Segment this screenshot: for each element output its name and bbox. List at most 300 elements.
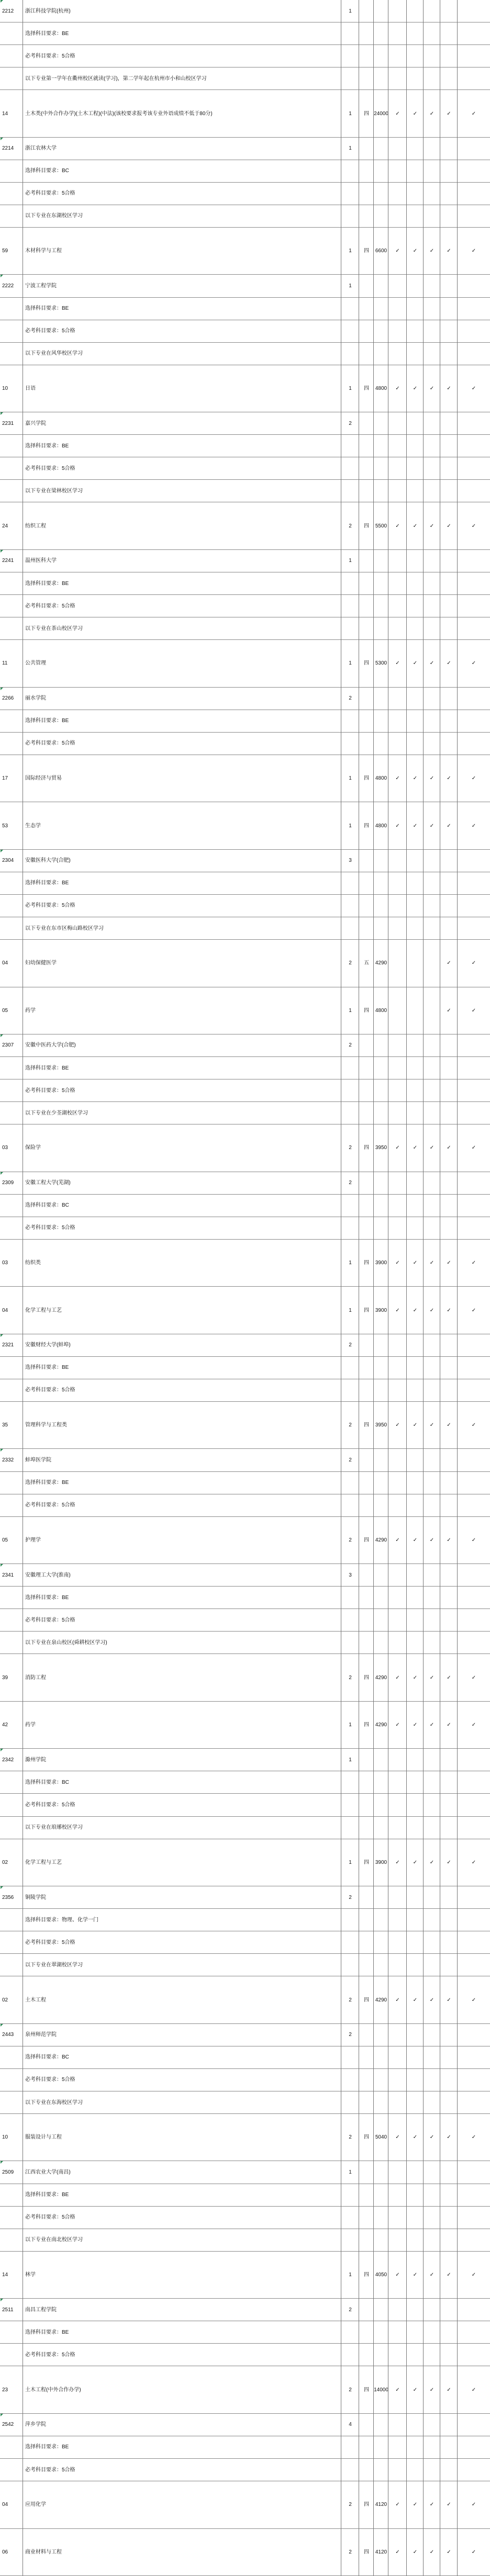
check-cell <box>407 2459 424 2481</box>
code-cell <box>0 1587 23 1609</box>
fee-cell <box>374 2184 388 2207</box>
years-cell <box>359 1771 374 1794</box>
years-cell <box>359 1102 374 1124</box>
plan-cell: 2 <box>349 1042 352 1049</box>
table-row <box>0 298 490 320</box>
years-cell: 四 <box>364 775 369 782</box>
check-mark-icon: ✓ <box>395 1260 400 1266</box>
check-cell <box>440 1195 458 1217</box>
name-cell: 以下专业在东湖校区学习 <box>25 213 83 219</box>
years-cell <box>359 1472 374 1494</box>
years-cell <box>359 1794 374 1816</box>
plan-cell <box>341 595 359 617</box>
check-cell <box>458 1931 490 1954</box>
plan-cell <box>341 872 359 895</box>
name-cell: 选择科目要求：BE <box>25 1594 69 1601</box>
check-cell <box>424 343 440 365</box>
table-row <box>0 205 490 228</box>
check-cell <box>458 2046 490 2069</box>
column-divider <box>423 0 424 2576</box>
check-cell <box>388 688 407 710</box>
name-cell: 土木类(中外合作办学)(土木工程)(中法)(该校要求报考该专业外语成绩不低于80分) <box>25 110 213 117</box>
fee-cell: 3950 <box>375 1422 387 1428</box>
check-cell <box>458 435 490 457</box>
check-cell <box>424 1057 440 1079</box>
code-cell <box>0 1357 23 1379</box>
check-cell <box>424 1217 440 1240</box>
name-cell: 国际经济与贸易 <box>25 775 62 782</box>
check-cell <box>388 68 407 90</box>
code-cell: 11 <box>2 660 8 667</box>
check-cell <box>388 2344 407 2366</box>
check-cell <box>424 550 440 572</box>
check-cell <box>388 917 407 940</box>
cell-comment-marker-icon <box>1 688 3 690</box>
check-mark-icon: ✓ <box>447 1674 451 1681</box>
fee-cell: 4800 <box>375 1007 387 1014</box>
name-cell: 商业材料与工程 <box>25 2549 62 2555</box>
cell-comment-marker-icon <box>1 1449 3 1452</box>
years-cell <box>359 68 374 90</box>
code-cell: 03 <box>2 1145 8 1151</box>
table-row <box>0 2344 490 2366</box>
check-cell <box>388 2459 407 2481</box>
check-cell <box>440 2069 458 2091</box>
plan-cell <box>341 917 359 940</box>
plan-cell: 2 <box>349 1537 352 1543</box>
check-cell <box>458 917 490 940</box>
check-cell <box>424 895 440 917</box>
check-mark-icon: ✓ <box>447 1422 451 1428</box>
code-cell <box>0 68 23 90</box>
check-cell <box>424 2321 440 2344</box>
plan-cell <box>341 733 359 755</box>
check-cell <box>458 1472 490 1494</box>
check-mark-icon: ✓ <box>447 775 451 782</box>
check-cell <box>458 2321 490 2344</box>
fee-cell <box>374 1334 388 1357</box>
fee-cell <box>374 2436 388 2459</box>
fee-cell: 5300 <box>375 660 387 667</box>
check-cell <box>407 550 424 572</box>
check-cell <box>458 298 490 320</box>
table-row <box>0 595 490 617</box>
check-cell <box>424 480 440 502</box>
check-mark-icon: ✓ <box>447 2387 451 2393</box>
plan-cell <box>341 2091 359 2114</box>
name-cell: 土木工程(中外合作办学) <box>25 2387 81 2393</box>
years-cell <box>359 298 374 320</box>
cell-comment-marker-icon <box>1 2414 3 2416</box>
check-mark-icon: ✓ <box>471 960 476 966</box>
check-cell <box>407 457 424 480</box>
check-cell <box>424 688 440 710</box>
check-cell <box>388 1587 407 1609</box>
table-row <box>0 138 490 160</box>
table-row <box>0 1379 490 1402</box>
name-cell: 应用化学 <box>25 2502 46 2508</box>
check-cell <box>388 1057 407 1079</box>
name-cell: 必考科目要求：5合格 <box>25 2077 75 2083</box>
code-cell <box>0 1472 23 1494</box>
check-cell <box>424 1079 440 1102</box>
check-cell <box>440 1379 458 1402</box>
fee-cell <box>374 1195 388 1217</box>
check-cell <box>424 435 440 457</box>
check-cell <box>388 343 407 365</box>
cell-comment-marker-icon <box>1 850 3 852</box>
name-cell: 安徽中医药大学(合肥) <box>25 1042 76 1049</box>
name-cell: 必考科目要求：5合格 <box>25 1617 75 1623</box>
table-row <box>0 2299 490 2321</box>
code-cell <box>0 2207 23 2229</box>
name-cell: 以下专业在琅琊校区学习 <box>25 1825 83 1831</box>
check-cell <box>388 1794 407 1816</box>
check-mark-icon: ✓ <box>471 823 476 829</box>
table-row <box>0 688 490 710</box>
check-mark-icon: ✓ <box>447 1722 451 1728</box>
fee-cell <box>374 1472 388 1494</box>
check-cell <box>388 320 407 343</box>
check-cell <box>388 1771 407 1794</box>
plan-cell <box>341 2046 359 2069</box>
check-cell <box>458 1195 490 1217</box>
years-cell: 四 <box>364 1997 369 2003</box>
check-cell <box>440 2436 458 2459</box>
check-cell <box>388 2024 407 2046</box>
name-cell: 以下专业在翠湖校区学习 <box>25 1962 83 1968</box>
check-mark-icon: ✓ <box>395 1145 400 1151</box>
name-cell: 选择科目要求：BE <box>25 2192 69 2198</box>
plan-cell <box>341 480 359 502</box>
table-row <box>0 1771 490 1794</box>
check-cell <box>424 2091 440 2114</box>
check-cell <box>440 2024 458 2046</box>
check-mark-icon: ✓ <box>395 1674 400 1681</box>
fee-cell: 3900 <box>375 1260 387 1266</box>
check-cell <box>458 68 490 90</box>
fee-cell <box>374 1057 388 1079</box>
table-row <box>0 1817 490 1839</box>
table-row <box>0 2321 490 2344</box>
name-cell: 化学工程与工艺 <box>25 1307 62 1313</box>
fee-cell: 5500 <box>375 523 387 529</box>
code-cell: 2341 <box>2 1572 14 1578</box>
years-cell <box>359 2091 374 2114</box>
check-cell <box>407 1102 424 1124</box>
code-cell: 2443 <box>2 2032 14 2038</box>
check-cell <box>458 160 490 183</box>
check-cell <box>388 895 407 917</box>
code-cell: 14 <box>2 110 8 117</box>
years-cell <box>359 480 374 502</box>
fee-cell <box>374 2321 388 2344</box>
check-cell <box>458 275 490 297</box>
years-cell <box>359 183 374 205</box>
plan-cell: 2 <box>349 2134 352 2141</box>
fee-cell: 3900 <box>375 1859 387 1865</box>
code-cell: 2542 <box>2 2422 14 2428</box>
fee-cell <box>374 138 388 160</box>
table-row <box>0 2024 490 2046</box>
check-cell <box>440 1217 458 1240</box>
check-cell <box>440 298 458 320</box>
code-cell <box>0 1609 23 1632</box>
check-cell <box>458 2091 490 2114</box>
table-row <box>0 2366 490 2413</box>
table-row <box>0 365 490 412</box>
years-cell <box>359 1564 374 1587</box>
check-mark-icon: ✓ <box>471 1537 476 1543</box>
check-mark-icon: ✓ <box>471 1674 476 1681</box>
fee-cell <box>374 617 388 640</box>
check-cell <box>407 68 424 90</box>
code-cell <box>0 1195 23 1217</box>
fee-cell <box>374 550 388 572</box>
table-row <box>0 1124 490 1172</box>
check-mark-icon: ✓ <box>447 248 451 254</box>
plan-cell <box>341 1817 359 1839</box>
check-cell <box>388 940 407 987</box>
check-cell <box>388 1034 407 1057</box>
check-cell <box>440 1334 458 1357</box>
fee-cell <box>374 1494 388 1517</box>
check-cell <box>424 45 440 68</box>
check-cell <box>424 1379 440 1402</box>
table-row <box>0 1287 490 1334</box>
name-cell: 选择科目要求：物理、化学一门 <box>25 1917 98 1923</box>
years-cell: 四 <box>364 1537 369 1543</box>
code-cell <box>0 205 23 228</box>
check-mark-icon: ✓ <box>395 775 400 782</box>
fee-cell <box>374 1102 388 1124</box>
years-cell: 四 <box>364 248 369 254</box>
table-row <box>0 1240 490 1287</box>
check-mark-icon: ✓ <box>471 1997 476 2003</box>
name-cell: 消防工程 <box>25 1674 46 1681</box>
fee-cell <box>374 1794 388 1816</box>
code-cell: 2241 <box>2 558 14 564</box>
check-cell <box>458 2299 490 2321</box>
check-cell <box>388 2299 407 2321</box>
check-mark-icon: ✓ <box>429 1307 435 1313</box>
code-cell <box>0 298 23 320</box>
check-cell <box>407 480 424 502</box>
fee-cell: 4290 <box>375 960 387 966</box>
plan-cell <box>341 1472 359 1494</box>
check-cell <box>388 2436 407 2459</box>
plan-cell: 2 <box>349 1422 352 1428</box>
name-cell: 土木工程 <box>25 1997 46 2003</box>
years-cell: 四 <box>364 1307 369 1313</box>
cell-comment-marker-icon <box>1 1886 3 1889</box>
check-cell <box>440 688 458 710</box>
name-cell: 必考科目要求：5合格 <box>25 603 75 609</box>
check-cell <box>440 457 458 480</box>
check-cell <box>407 435 424 457</box>
check-cell <box>407 2414 424 2436</box>
code-cell: 05 <box>2 1537 8 1543</box>
check-cell <box>440 2344 458 2366</box>
code-cell: 02 <box>2 1997 8 2003</box>
plan-cell <box>341 23 359 45</box>
check-mark-icon: ✓ <box>413 1145 418 1151</box>
name-cell: 选择科目要求：BE <box>25 1480 69 1486</box>
cell-comment-marker-icon <box>1 550 3 553</box>
check-mark-icon: ✓ <box>429 775 435 782</box>
code-cell <box>0 2344 23 2366</box>
years-cell <box>359 1334 374 1357</box>
check-cell <box>458 1817 490 1839</box>
table-row <box>0 183 490 205</box>
name-cell: 选择科目要求：BE <box>25 306 69 312</box>
fee-cell <box>374 2024 388 2046</box>
table-row <box>0 1654 490 1701</box>
years-cell: 四 <box>364 1007 369 1014</box>
check-cell <box>458 205 490 228</box>
code-cell <box>0 435 23 457</box>
years-cell: 四 <box>364 2502 369 2508</box>
check-mark-icon: ✓ <box>471 1260 476 1266</box>
name-cell: 药学 <box>25 1722 36 1728</box>
years-cell <box>359 1357 374 1379</box>
check-cell <box>440 1886 458 1909</box>
code-cell <box>0 45 23 68</box>
check-cell <box>388 1909 407 1931</box>
years-cell <box>359 412 374 435</box>
table-row <box>0 617 490 640</box>
plan-cell <box>341 320 359 343</box>
check-mark-icon: ✓ <box>471 385 476 391</box>
name-cell: 江西农业大学(南昌) <box>25 2169 71 2176</box>
check-cell <box>424 2069 440 2091</box>
check-cell <box>440 320 458 343</box>
fee-cell <box>374 1587 388 1609</box>
check-cell <box>388 2229 407 2252</box>
check-mark-icon: ✓ <box>429 2549 435 2555</box>
name-cell: 丽水学院 <box>25 695 46 702</box>
table-row <box>0 1034 490 1057</box>
code-cell <box>0 710 23 733</box>
table-row <box>0 850 490 872</box>
check-cell <box>424 1954 440 1976</box>
table-row <box>0 1172 490 1195</box>
check-cell <box>388 1472 407 1494</box>
plan-cell: 3 <box>349 858 352 864</box>
check-mark-icon: ✓ <box>471 523 476 529</box>
name-cell: 必考科目要求：5合格 <box>25 190 75 197</box>
table-row <box>0 2046 490 2069</box>
name-cell: 妇幼保健医学 <box>25 960 57 966</box>
check-cell <box>407 183 424 205</box>
check-cell <box>407 1034 424 1057</box>
plan-cell <box>341 1632 359 1654</box>
check-cell <box>440 205 458 228</box>
check-cell <box>388 1609 407 1632</box>
check-cell <box>458 1771 490 1794</box>
name-cell: 化学工程与工艺 <box>25 1859 62 1865</box>
fee-cell <box>374 850 388 872</box>
table-row <box>0 2184 490 2207</box>
years-cell <box>359 733 374 755</box>
plan-cell <box>341 1794 359 1816</box>
fee-cell: 4050 <box>375 2271 387 2278</box>
check-mark-icon: ✓ <box>395 110 400 117</box>
check-cell <box>424 572 440 595</box>
fee-cell <box>374 595 388 617</box>
check-cell <box>407 850 424 872</box>
check-cell <box>407 343 424 365</box>
years-cell <box>359 457 374 480</box>
check-cell <box>424 1357 440 1379</box>
check-cell <box>458 2436 490 2459</box>
check-cell <box>440 595 458 617</box>
check-cell <box>407 1334 424 1357</box>
cell-comment-marker-icon <box>1 1749 3 1751</box>
check-mark-icon: ✓ <box>413 2134 418 2141</box>
check-mark-icon: ✓ <box>395 2549 400 2555</box>
years-cell: 四 <box>364 385 369 391</box>
check-cell <box>458 2161 490 2184</box>
check-cell <box>407 160 424 183</box>
check-cell <box>440 275 458 297</box>
code-cell: 2332 <box>2 1457 14 1463</box>
check-cell <box>424 1334 440 1357</box>
code-cell <box>0 1931 23 1954</box>
check-cell <box>440 45 458 68</box>
fee-cell <box>374 298 388 320</box>
table-row <box>0 1702 490 1749</box>
name-cell: 以下专业在东市区梅山路校区学习 <box>25 925 104 931</box>
code-cell <box>0 2436 23 2459</box>
check-cell <box>407 1379 424 1402</box>
plan-cell <box>341 2436 359 2459</box>
fee-cell: 6600 <box>375 248 387 254</box>
check-cell <box>424 987 440 1034</box>
years-cell <box>359 205 374 228</box>
check-cell <box>424 1195 440 1217</box>
plan-cell: 2 <box>349 1997 352 2003</box>
fee-cell <box>374 1079 388 1102</box>
check-cell <box>388 45 407 68</box>
years-cell <box>359 2069 374 2091</box>
check-cell <box>458 1794 490 1816</box>
check-cell <box>440 895 458 917</box>
check-mark-icon: ✓ <box>447 110 451 117</box>
fee-cell <box>374 2046 388 2069</box>
check-cell <box>458 1079 490 1102</box>
code-cell: 10 <box>2 2134 8 2141</box>
check-cell <box>388 183 407 205</box>
fee-cell <box>374 1357 388 1379</box>
check-cell <box>440 2091 458 2114</box>
name-cell: 选择科目要求：BC <box>25 1202 69 1209</box>
name-cell: 选择科目要求：BE <box>25 30 69 37</box>
check-cell <box>388 1749 407 1771</box>
code-cell: 2214 <box>2 145 14 152</box>
column-divider <box>373 0 374 2576</box>
check-cell <box>440 1794 458 1816</box>
fee-cell <box>374 1886 388 1909</box>
table-row <box>0 45 490 68</box>
years-cell <box>359 1886 374 1909</box>
fee-cell <box>374 688 388 710</box>
check-cell <box>424 1794 440 1816</box>
fee-cell <box>374 2069 388 2091</box>
check-cell <box>388 457 407 480</box>
table-row <box>0 1954 490 1976</box>
check-mark-icon: ✓ <box>395 2502 400 2508</box>
